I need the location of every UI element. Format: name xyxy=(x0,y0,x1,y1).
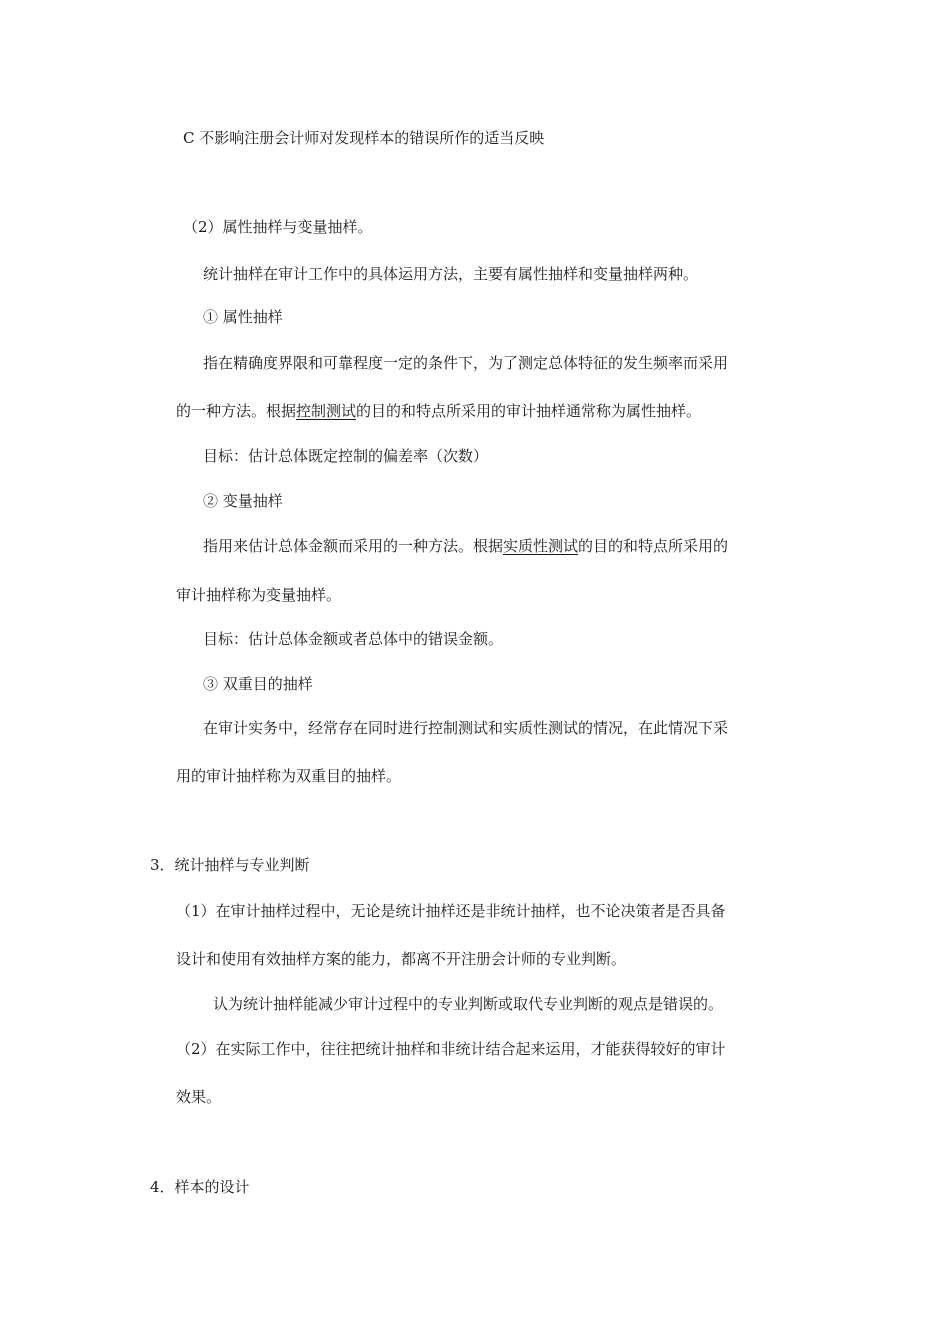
attribute-sampling-goal: 目标：估计总体既定控制的偏差率（次数） xyxy=(203,447,489,465)
dual-purpose-sampling-line-2: 用的审计抽样称为双重目的抽样。 xyxy=(176,767,402,785)
text-segment: 的目的和特点所采用的审计抽样通常称为属性抽样。 xyxy=(356,402,702,420)
attribute-sampling-title: ① 属性抽样 xyxy=(203,308,283,326)
option-c-text: C 不影响注册会计师对发现样本的错误所作的适当反映 xyxy=(183,129,545,147)
section-3-line-5: 效果。 xyxy=(176,1088,222,1106)
subsection-heading: （2）属性抽样与变量抽样。 xyxy=(183,218,373,236)
text-segment: 的目的和特点所采用的 xyxy=(578,537,729,555)
text-segment: 的一种方法。根据 xyxy=(176,402,297,420)
section-3-line-1: （1）在审计抽样过程中，无论是统计抽样还是非统计抽样，也不论决策者是否具备 xyxy=(176,902,726,920)
control-test-link[interactable]: 控制测试 xyxy=(296,402,357,420)
section-3-line-4: （2）在实际工作中，往往把统计抽样和非统计结合起来运用，才能获得较好的审计 xyxy=(176,1040,726,1058)
section-3-line-3: 认为统计抽样能减少审计过程中的专业判断或取代专业判断的观点是错误的。 xyxy=(213,995,724,1013)
attribute-sampling-line-1: 指在精确度界限和可靠程度一定的条件下，为了测定总体特征的发生频率而采用 xyxy=(203,354,729,372)
variable-sampling-line-2: 审计抽样称为变量抽样。 xyxy=(176,586,342,604)
text-segment: 指用来估计总体金额而采用的一种方法。根据 xyxy=(203,537,504,555)
paragraph-intro: 统计抽样在审计工作中的具体运用方法，主要有属性抽样和变量抽样两种。 xyxy=(203,265,699,283)
section-3-heading: 3．统计抽样与专业判断 xyxy=(150,856,310,874)
section-4-heading: 4．样本的设计 xyxy=(150,1178,250,1196)
substantive-test-link[interactable]: 实质性测试 xyxy=(503,537,579,555)
section-3-line-2: 设计和使用有效抽样方案的能力，都离不开注册会计师的专业判断。 xyxy=(176,950,627,968)
variable-sampling-goal: 目标：估计总体金额或者总体中的错误金额。 xyxy=(203,630,504,648)
variable-sampling-title: ② 变量抽样 xyxy=(203,492,283,510)
attribute-sampling-line-2 xyxy=(176,401,701,421)
dual-purpose-sampling-line-1: 在审计实务中，经常存在同时进行控制测试和实质性测试的情况，在此情况下采 xyxy=(203,719,729,737)
dual-purpose-sampling-title: ③ 双重目的抽样 xyxy=(203,675,313,693)
variable-sampling-line-1 xyxy=(203,536,728,556)
